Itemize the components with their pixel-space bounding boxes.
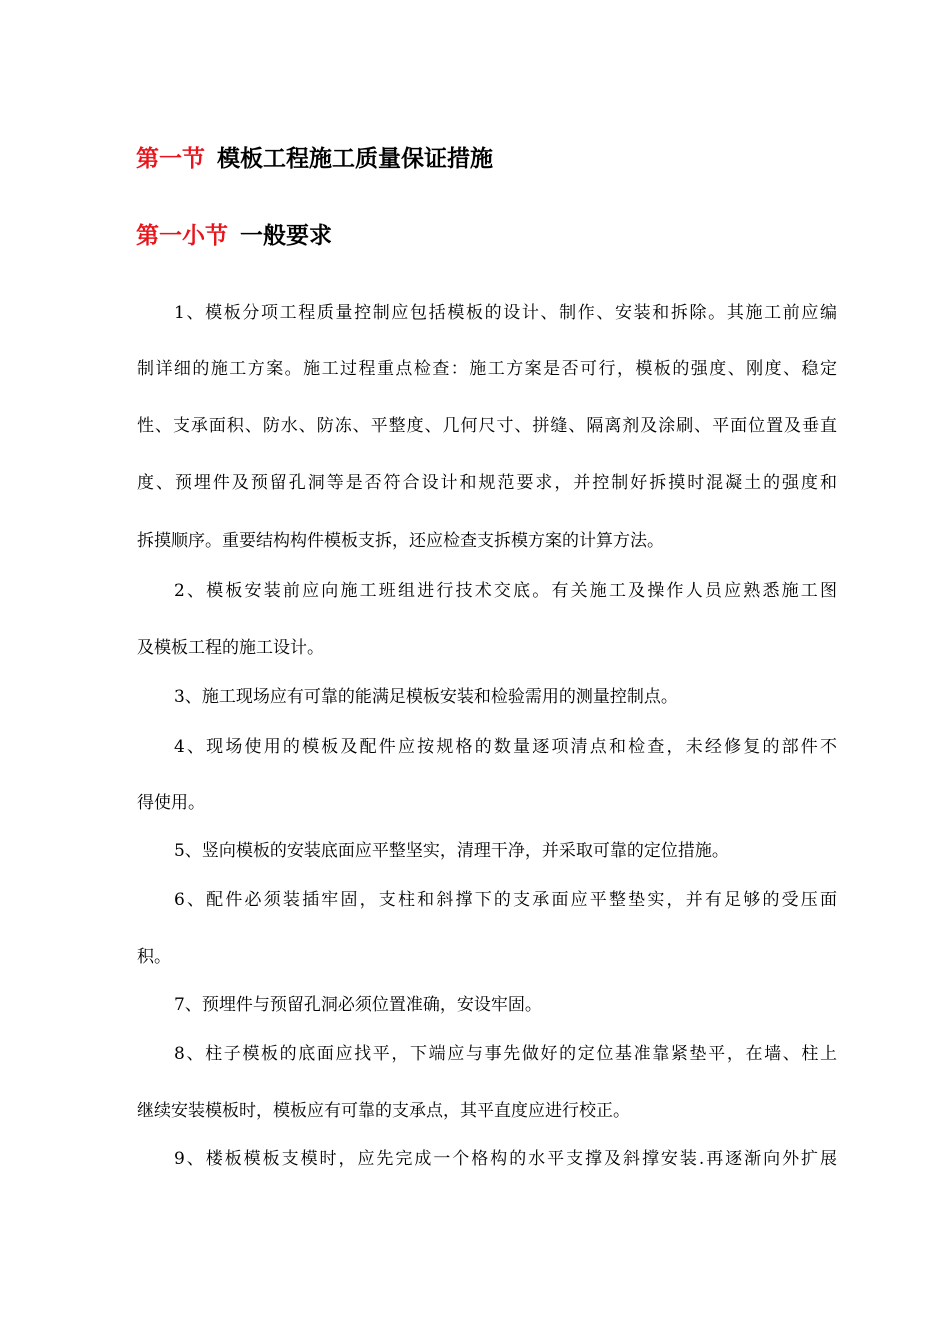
subsection-title: 一般要求 <box>240 223 332 249</box>
section-title: 模板工程施工质量保证措施 <box>217 146 493 172</box>
item-9-line-1: 9、楼板模板支模时，应先完成一个格构的水平支撑及斜撑安装.再逐渐向外扩展 <box>174 1149 837 1169</box>
section-number: 第一节 <box>136 146 205 172</box>
item-4-line-2: 得使用。 <box>137 793 205 813</box>
subsection-heading <box>136 221 332 251</box>
section-heading <box>136 144 493 174</box>
item-4-line-1: 4、现场使用的模板及配件应按规格的数量逐项清点和检查，未经修复的部件不 <box>174 737 837 757</box>
item-6-line-1: 6、配件必须装插牢固，支柱和斜撑下的支承面应平整垫实，并有足够的受压面 <box>174 890 837 910</box>
item-1-line-2: 制详细的施工方案。施工过程重点检查：施工方案是否可行，模板的强度、刚度、稳定 <box>137 359 837 379</box>
item-1-line-3: 性、支承面积、防水、防冻、平整度、几何尺寸、拼缝、隔离剂及涂刷、平面位置及垂直 <box>137 416 837 436</box>
item-8-line-2: 继续安装模板时，模板应有可靠的支承点，其平直度应进行校正。 <box>137 1101 630 1121</box>
item-7-line-1: 7、预埋件与预留孔洞必须位置准确，安设牢固。 <box>174 995 542 1015</box>
item-2-line-2: 及模板工程的施工设计。 <box>137 638 324 658</box>
item-2-line-1: 2、模板安装前应向施工班组进行技术交底。有关施工及操作人员应熟悉施工图 <box>174 581 837 601</box>
item-5-line-1: 5、竖向模板的安装底面应平整坚实，清理干净，并采取可靠的定位措施。 <box>174 841 729 861</box>
item-1-line-4: 度、预埋件及预留孔洞等是否符合设计和规范要求，并控制好拆摸时混凝土的强度和 <box>137 473 837 493</box>
item-6-line-2: 积。 <box>137 947 171 967</box>
item-3-line-1: 3、施工现场应有可靠的能满足模板安装和检验需用的测量控制点。 <box>174 687 678 707</box>
subsection-number: 第一小节 <box>136 223 228 249</box>
item-1-line-1: 1、模板分项工程质量控制应包括模板的设计、制作、安装和拆除。其施工前应编 <box>174 303 837 323</box>
item-1-line-5: 拆摸顺序。重要结构构件模板支拆，还应检查支拆模方案的计算方法。 <box>137 531 664 551</box>
item-8-line-1: 8、柱子模板的底面应找平，下端应与事先做好的定位基准靠紧垫平，在墙、柱上 <box>174 1044 837 1064</box>
